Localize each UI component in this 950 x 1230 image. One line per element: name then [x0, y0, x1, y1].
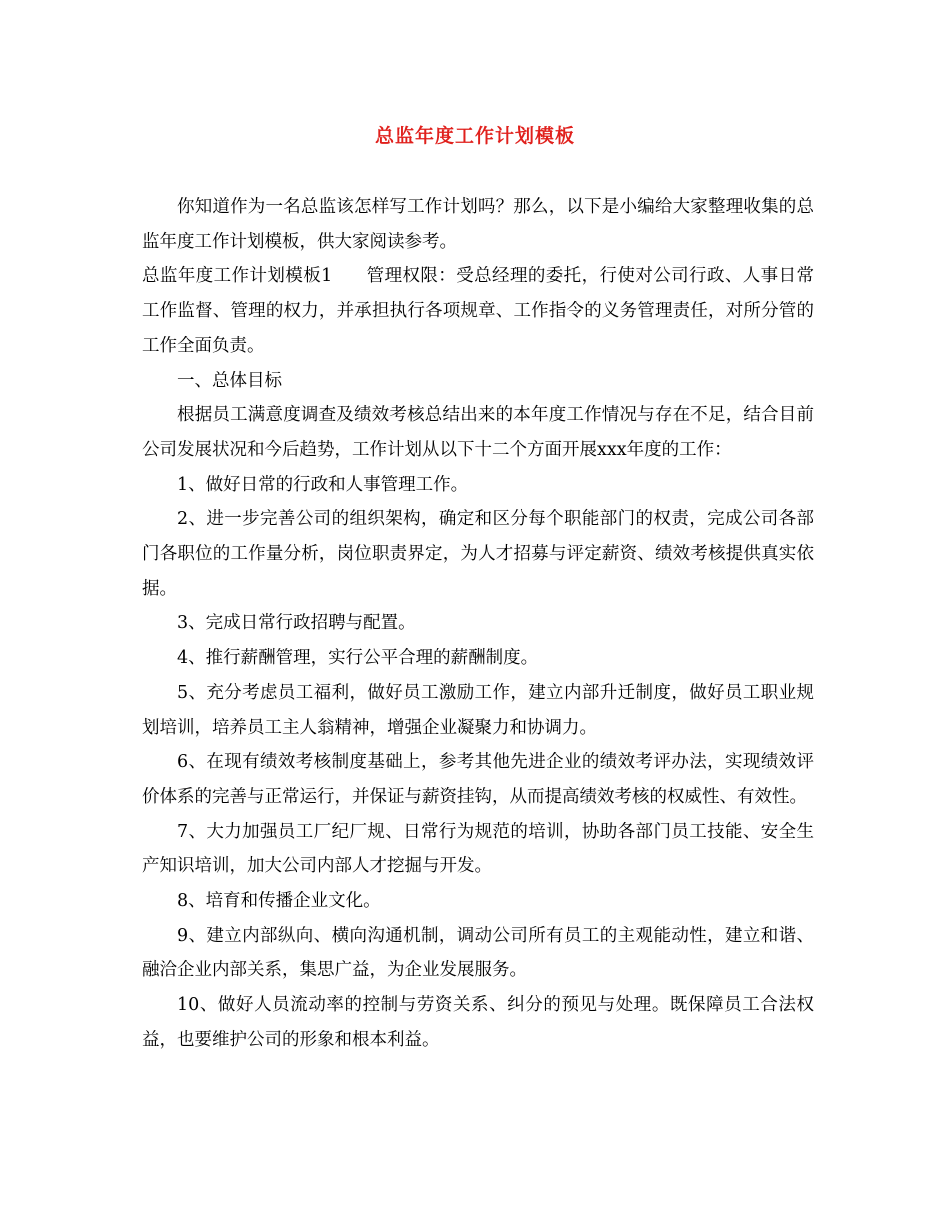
authority-text: 管理权限：受总经理的委托，行使对公司行政、人事日常工作监督、管理的权力，并承担执行各项规章、工作指令的义务管理责任，对所分管的工作全面负责。 [142, 266, 815, 356]
section-heading: 一、总体目标 [177, 370, 282, 391]
list-item: 1、做好日常的行政和人事管理工作。 [177, 474, 469, 495]
template-heading: 总监年度工作计划模板1 [142, 266, 333, 287]
template-paragraph [142, 259, 814, 363]
list-item: 9、建立内部纵向、横向沟通机制，调动公司所有员工的主观能动性，建立和谐、融洽企业内部关系，集思广益，为企业发展服务。 [142, 925, 814, 981]
document-title: 总监年度工作计划模板 [374, 125, 575, 147]
list-item: 8、培育和传播企业文化。 [177, 891, 381, 912]
list-item: 4、推行薪酬管理，实行公平合理的薪酬制度。 [177, 648, 539, 669]
list-item: 3、完成日常行政招聘与配置。 [177, 613, 416, 634]
list-item: 5、充分考虑员工福利，做好员工激励工作，建立内部升迁制度，做好员工职业规划培训，培养员工主人翁精神，增强企业凝聚力和协调力。 [142, 682, 814, 738]
overview-paragraph: 根据员工满意度调查及绩效考核总结出来的本年度工作情况与存在不足，结合目前公司发展状况和今后趋势，工作计划从以下十二个方面开展xxx年度的工作： [142, 405, 814, 460]
list-item: 6、在现有绩效考核制度基础上，参考其他先进企业的绩效考评办法，实现绩效评价体系的完善与正常运行，并保证与薪资挂钩，从而提高绩效考核的权威性、有效性。 [142, 752, 814, 807]
list-item: 2、进一步完善公司的组织架构，确定和区分每个职能部门的权责，完成公司各部门各职位的工作量分析，岗位职责界定，为人才招募与评定薪资、绩效考核提供真实依据。 [142, 509, 814, 599]
document-body [142, 190, 814, 1058]
list-item: 10、做好人员流动率的控制与劳资关系、纠分的预见与处理。既保障员工合法权益，也要维护公司的形象和根本利益。 [142, 995, 814, 1050]
list-item: 7、大力加强员工厂纪厂规、日常行为规范的培训，协助各部门员工技能、安全生产知识培训，加大公司内部人才挖掘与开发。 [142, 821, 814, 877]
intro-paragraph: 你知道作为一名总监该怎样写工作计划吗？那么，以下是小编给大家整理收集的总监年度工作计划模板，供大家阅读参考。 [142, 197, 814, 252]
